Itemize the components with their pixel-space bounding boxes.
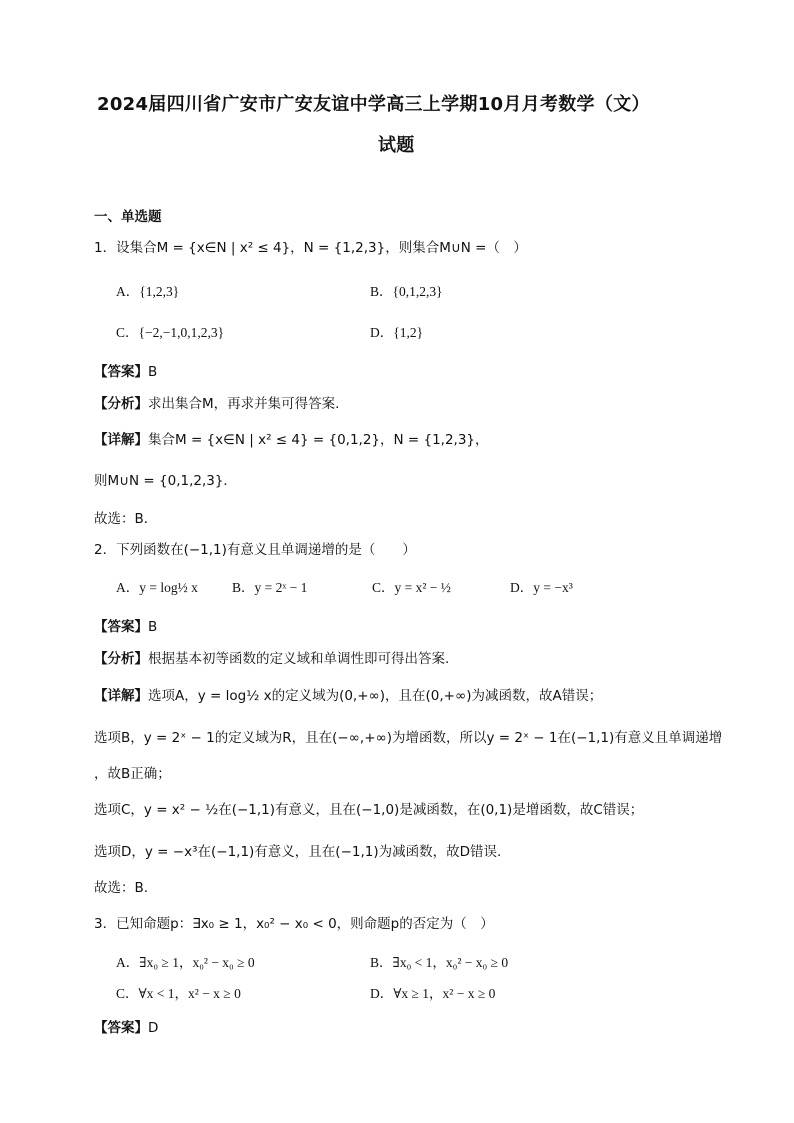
q3-option-a: A．∃x₀ ≥ 1，x₀² − x₀ ≥ 0: [116, 955, 255, 970]
q2-conclusion: 故选：B.: [94, 880, 149, 896]
q1-detail-1: 集合M = {x∈N | x² ≤ 4} = {0,1,2}，N = {1,2,3}，: [148, 432, 489, 448]
q1-option-c: C．{−2,−1,0,1,2,3}: [116, 325, 225, 340]
page-title-line2: 试题: [378, 135, 415, 156]
q1-option-a: A．{1,2,3}: [116, 284, 180, 299]
q2-detail-row: [94, 684, 602, 704]
q2-detail-d: 选项D，y = −x³在(−1,1)有意义，且在(−1,1)为减函数，故D错误.: [94, 844, 502, 860]
q1-option-b: B．{0,1,2,3}: [370, 284, 443, 299]
q2-detail-b-1: 选项B，y = 2ˣ − 1的定义域为R，且在(−∞,+∞)为增函数，所以y = 2ˣ − 1在(−1,1)有意义且单调递增: [94, 730, 723, 746]
detail-label: 【详解】: [94, 688, 148, 704]
q1-stem: 1．设集合M = {x∈N | x² ≤ 4}，N = {1,2,3}，则集合M∪N =（ ）: [94, 240, 527, 256]
section-heading: 一、单选题: [94, 209, 162, 225]
q1-analysis-row: [94, 392, 339, 412]
q1-detail-row: [94, 428, 489, 448]
q2-detail-c: 选项C，y = x² − ½在(−1,1)有意义，且在(−1,0)是减函数，在(0,1)是增函数，故C错误；: [94, 802, 644, 818]
q1-answer-row: [94, 360, 157, 380]
q3-option-c: C．∀x < 1，x² − x ≥ 0: [116, 986, 241, 1001]
answer-label: 【答案】: [94, 364, 148, 380]
q2-answer: B: [148, 619, 158, 635]
q1-analysis: 求出集合M，再求并集可得答案.: [148, 396, 340, 412]
q2-analysis-row: [94, 647, 449, 667]
q2-stem: 2．下列函数在(−1,1)有意义且单调递增的是（ ）: [94, 542, 416, 558]
q3-option-d: D．∀x ≥ 1，x² − x ≥ 0: [370, 986, 496, 1001]
page-title-line1: 2024届四川省广安市广安友谊中学高三上学期10月月考数学（文）: [97, 94, 650, 115]
q1-option-d: D．{1,2}: [370, 325, 424, 340]
q2-option-b: B．y = 2ˣ − 1: [232, 580, 308, 595]
q2-answer-row: [94, 615, 157, 635]
q2-detail-a: 选项A，y = log½ x的定义域为(0,+∞)，且在(0,+∞)为减函数，故A错误；: [148, 688, 603, 704]
q2-detail-b-2: ，故B正确；: [94, 766, 171, 782]
analysis-label: 【分析】: [94, 396, 148, 412]
analysis-label: 【分析】: [94, 651, 148, 667]
q1-detail-2: 则M∪N = {0,1,2,3}．: [94, 473, 237, 489]
q2-analysis: 根据基本初等函数的定义域和单调性即可得出答案.: [148, 651, 450, 667]
q3-option-b: B．∃x₀ < 1，x₀² − x₀ ≥ 0: [370, 955, 509, 970]
q3-answer: D: [148, 1020, 159, 1036]
detail-label: 【详解】: [94, 432, 148, 448]
q3-answer-row: [94, 1016, 158, 1036]
q1-answer: B: [148, 364, 158, 380]
q2-option-d: D．y = −x³: [510, 580, 573, 595]
q2-option-a: A．y = log½ x: [116, 580, 198, 595]
q2-option-c: C．y = x² − ½: [372, 580, 451, 595]
q3-stem: 3．已知命题p：∃x₀ ≥ 1，x₀² − x₀ < 0，则命题p的否定为（ ）: [94, 916, 494, 932]
answer-label: 【答案】: [94, 1020, 148, 1036]
answer-label: 【答案】: [94, 619, 148, 635]
q1-conclusion: 故选：B．: [94, 511, 158, 527]
